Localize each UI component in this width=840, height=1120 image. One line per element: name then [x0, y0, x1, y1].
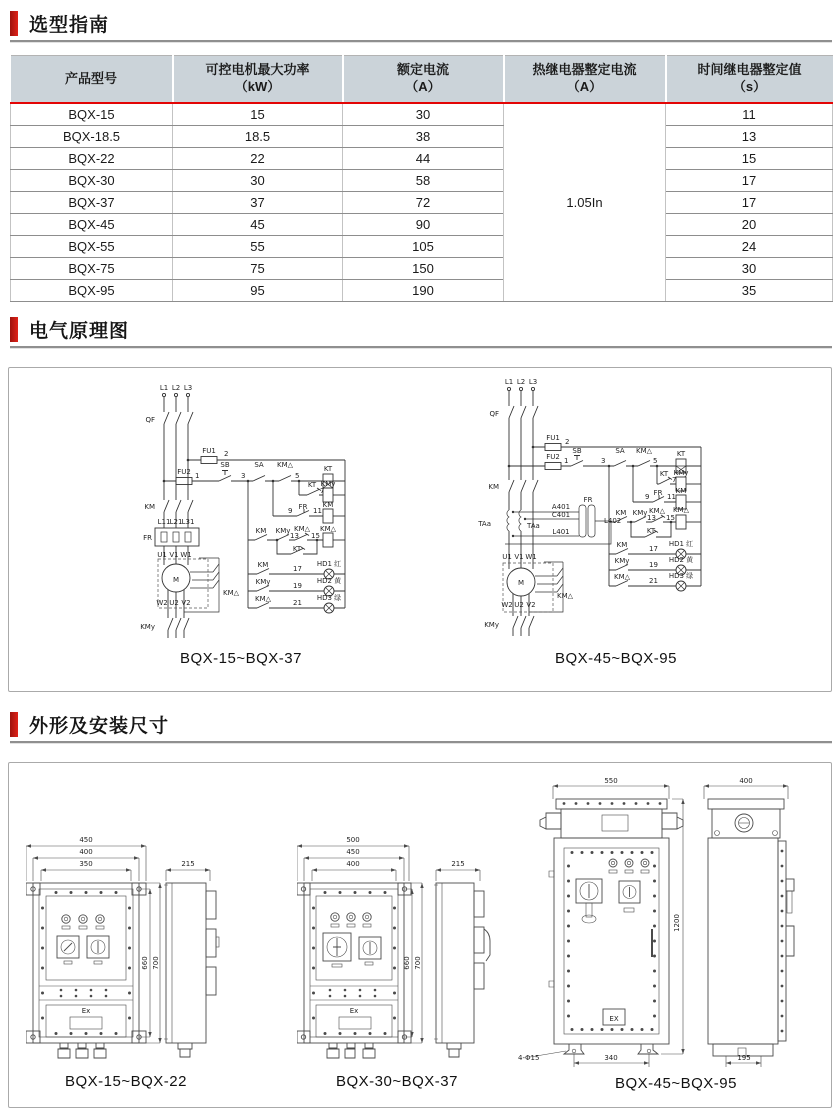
table-cell: 35 [666, 280, 833, 302]
svg-label: L1 [504, 378, 514, 386]
table-cell: 20 [666, 214, 833, 236]
table-cell: 30 [173, 170, 343, 192]
svg-label: 11 [667, 493, 676, 501]
svg-label: 400 [739, 777, 753, 785]
svg-label: 3 [601, 457, 606, 465]
svg-label: FU2 [177, 468, 191, 476]
svg-label: QF [145, 416, 155, 424]
table-cell: BQX-15 [11, 103, 173, 126]
svg-label: KM△ [254, 595, 272, 603]
svg-label: 15 [666, 514, 675, 522]
svg-label: L402 [604, 517, 622, 525]
table-cell: 55 [173, 236, 343, 258]
svg-label: FU1 [546, 434, 560, 442]
svg-label: KMy [275, 527, 291, 535]
svg-label: 21 [293, 599, 302, 607]
table-cell: BQX-18.5 [11, 126, 173, 148]
svg-label: L31 [181, 518, 195, 526]
schematic-frame [8, 367, 832, 692]
table-cell: BQX-55 [11, 236, 173, 258]
section-header-schematic [10, 315, 129, 343]
svg-label: V2 [181, 599, 191, 607]
table-row [11, 148, 833, 170]
svg-label: QF [489, 410, 499, 418]
svg-label: KT [292, 545, 302, 553]
table-cell: BQX-45 [11, 214, 173, 236]
svg-label: SB [220, 461, 230, 469]
table-row [11, 103, 833, 126]
table-cell: 90 [343, 214, 504, 236]
svg-label: 9 [645, 493, 650, 501]
svg-label: W2 [501, 601, 513, 609]
section-title-dimensions: 外形及安装尺寸 [29, 715, 170, 737]
svg-label: KM△ [319, 525, 337, 533]
svg-label: W1 [180, 551, 192, 559]
svg-label: KM [675, 487, 687, 495]
svg-label: HD1 红 [316, 560, 342, 568]
table-cell: 15 [173, 103, 343, 126]
svg-label: 400 [346, 860, 360, 868]
svg-label: KT [323, 465, 333, 473]
table-cell: 75 [173, 258, 343, 280]
section-accent-bar [10, 11, 18, 36]
table-row [11, 214, 833, 236]
svg-label: L3 [183, 384, 193, 392]
table-cell: BQX-22 [11, 148, 173, 170]
table-cell-merged-thermal: 1.05In [504, 103, 666, 302]
table-cell: 150 [343, 258, 504, 280]
svg-label: FU1 [202, 447, 216, 455]
svg-label: KMy [484, 621, 499, 629]
svg-label: 215 [451, 860, 465, 868]
svg-label: M [517, 579, 525, 587]
svg-label: KM [255, 527, 267, 535]
col-header-model: 产品型号 [11, 56, 173, 104]
svg-label: HD2 黄 [668, 556, 694, 564]
svg-label: KMy [673, 469, 689, 477]
svg-label: U1 [157, 551, 167, 559]
table-row [11, 126, 833, 148]
table-cell: 18.5 [173, 126, 343, 148]
table-cell: BQX-75 [11, 258, 173, 280]
schematic-bqx45-95-svg [461, 376, 791, 648]
drawing-caption-2: BQX-30~BQX-37 [336, 1073, 458, 1090]
svg-label: KT [307, 481, 317, 489]
table-cell: 13 [666, 126, 833, 148]
table-cell: 38 [343, 126, 504, 148]
svg-label: 215 [181, 860, 195, 868]
svg-label: FR [653, 489, 663, 497]
svg-label: Ex [81, 1007, 91, 1015]
table-cell: 95 [173, 280, 343, 302]
svg-label: 7 [672, 476, 677, 484]
svg-label: HD1 红 [668, 540, 694, 548]
svg-label: KM△ [223, 589, 240, 597]
svg-label: U1 [502, 553, 512, 561]
svg-label: W2 [156, 599, 168, 607]
svg-label: 4-Φ15 [518, 1054, 540, 1062]
svg-label: HD3 绿 [668, 572, 694, 580]
schematic-caption-1: BQX-15~BQX-37 [180, 650, 302, 667]
svg-label: KMy [140, 623, 155, 631]
drawing-bqx30-37-svg [297, 833, 497, 1068]
drawing-bqx45-95-svg [516, 771, 836, 1071]
svg-label: 1 [564, 457, 569, 465]
svg-label: KM△ [293, 525, 311, 533]
col-header-power: 可控电机最大功率 （kW） [173, 56, 343, 104]
table-cell: 58 [343, 170, 504, 192]
drawing-bqx15-22-svg [26, 833, 226, 1068]
svg-label: KM△ [613, 573, 631, 581]
svg-label: 340 [604, 1054, 618, 1062]
table-cell: 11 [666, 103, 833, 126]
svg-label: KM [616, 541, 628, 549]
svg-label: 11 [313, 507, 322, 515]
table-row [11, 280, 833, 302]
svg-label: KM△ [635, 447, 653, 455]
col-header-thermal: 热继电器整定电流 （A） [504, 56, 666, 104]
svg-label: HD3 绿 [316, 594, 342, 602]
svg-label: 19 [293, 582, 302, 590]
svg-label: A401 [551, 503, 571, 511]
table-row [11, 192, 833, 214]
svg-label: 2 [224, 450, 229, 458]
svg-label: 21 [649, 577, 658, 585]
svg-label: 7 [320, 487, 325, 495]
table-cell: 44 [343, 148, 504, 170]
svg-label: U2 [514, 601, 524, 609]
svg-label: 15 [311, 532, 320, 540]
table-cell: BQX-37 [11, 192, 173, 214]
svg-label: SA [615, 447, 625, 455]
table-row [11, 170, 833, 192]
svg-label: 450 [346, 848, 360, 856]
table-cell: 105 [343, 236, 504, 258]
svg-label: U2 [169, 599, 179, 607]
svg-label: FR [583, 496, 593, 504]
svg-label: KM [257, 561, 269, 569]
svg-label: KT [659, 470, 669, 478]
table-cell: 37 [173, 192, 343, 214]
table-row [11, 258, 833, 280]
svg-label: 350 [79, 860, 93, 868]
schematic-bqx15-37-svg [131, 382, 461, 644]
svg-label: FU2 [546, 453, 560, 461]
table-header-row [11, 56, 833, 104]
svg-label: 5 [653, 457, 658, 465]
svg-label: SB [572, 447, 582, 455]
svg-label: L1 [159, 384, 169, 392]
svg-label: KM△ [648, 507, 666, 515]
section-title-selection: 选型指南 [29, 14, 110, 36]
svg-label: KMy [320, 480, 336, 488]
svg-label: 700 [414, 956, 422, 970]
table-cell: 15 [666, 148, 833, 170]
svg-label: L3 [528, 378, 538, 386]
svg-label: V1 [169, 551, 179, 559]
svg-label: KM [615, 509, 627, 517]
svg-label: M [172, 576, 180, 584]
table-cell: 30 [666, 258, 833, 280]
section-accent-bar [10, 712, 18, 737]
svg-label: 450 [79, 836, 93, 844]
svg-label: 19 [649, 561, 658, 569]
table-cell: 190 [343, 280, 504, 302]
svg-label: FR [298, 503, 308, 511]
svg-label: Ex [349, 1007, 359, 1015]
svg-label: TAa [478, 520, 491, 528]
svg-label: L21 [169, 518, 183, 526]
svg-label: 1 [195, 472, 200, 480]
svg-label: L2 [516, 378, 526, 386]
table-cell: 30 [343, 103, 504, 126]
section-header-selection [10, 9, 109, 37]
svg-label: 550 [604, 777, 618, 785]
svg-label: KM△ [672, 506, 690, 514]
svg-label: 17 [649, 545, 658, 553]
svg-label: EX [609, 1015, 619, 1023]
svg-label: 1200 [673, 914, 681, 932]
svg-label: C401 [551, 511, 571, 519]
svg-label: 2 [565, 438, 570, 446]
table-row [11, 236, 833, 258]
svg-label: SA [254, 461, 264, 469]
svg-label: V2 [526, 601, 536, 609]
svg-label: L11 [157, 518, 171, 526]
drawing-caption-1: BQX-15~BQX-22 [65, 1073, 187, 1090]
svg-label: KT [646, 527, 656, 535]
svg-label: V1 [514, 553, 524, 561]
section-accent-bar [10, 317, 18, 342]
svg-label: 500 [346, 836, 360, 844]
table-cell: 24 [666, 236, 833, 258]
table-cell: BQX-30 [11, 170, 173, 192]
section-rule [10, 741, 832, 744]
table-cell: BQX-95 [11, 280, 173, 302]
svg-label: KT [676, 450, 686, 458]
svg-label: KMy [614, 557, 630, 565]
svg-label: 9 [288, 507, 293, 515]
drawing-caption-3: BQX-45~BQX-95 [615, 1075, 737, 1092]
table-cell: 17 [666, 170, 833, 192]
svg-label: W1 [525, 553, 537, 561]
table-cell: 45 [173, 214, 343, 236]
svg-label: KM [144, 503, 155, 511]
svg-label: 700 [152, 956, 160, 970]
svg-label: L2 [171, 384, 181, 392]
svg-label: KMy [632, 509, 648, 517]
section-rule [10, 40, 832, 43]
svg-label: KM△ [557, 592, 574, 600]
svg-label: KM [488, 483, 499, 491]
selection-table [10, 55, 833, 302]
col-header-time: 时间继电器整定值 （s） [666, 56, 833, 104]
col-header-current: 额定电流 （A） [343, 56, 504, 104]
svg-label: 3 [241, 472, 246, 480]
svg-label: HD2 黄 [316, 577, 342, 585]
section-title-schematic: 电气原理图 [29, 320, 130, 342]
table-cell: 22 [173, 148, 343, 170]
svg-label: KM [322, 501, 334, 509]
schematic-caption-2: BQX-45~BQX-95 [555, 650, 677, 667]
svg-label: 660 [141, 956, 149, 970]
svg-label: 17 [293, 565, 302, 573]
section-rule [10, 346, 832, 349]
svg-label: 13 [647, 514, 656, 522]
table-cell: 72 [343, 192, 504, 214]
table-cell: 17 [666, 192, 833, 214]
svg-label: 13 [290, 532, 299, 540]
svg-label: 195 [737, 1054, 751, 1062]
svg-label: 660 [403, 956, 411, 970]
svg-label: KM△ [276, 461, 294, 469]
svg-label: TAa [527, 522, 540, 530]
dimensions-frame [8, 762, 832, 1108]
svg-label: 5 [295, 472, 300, 480]
section-header-dimensions [10, 710, 169, 738]
svg-label: L401 [552, 528, 570, 536]
svg-label: KMy [255, 578, 271, 586]
svg-label: 400 [79, 848, 93, 856]
svg-label: FR [143, 534, 152, 542]
